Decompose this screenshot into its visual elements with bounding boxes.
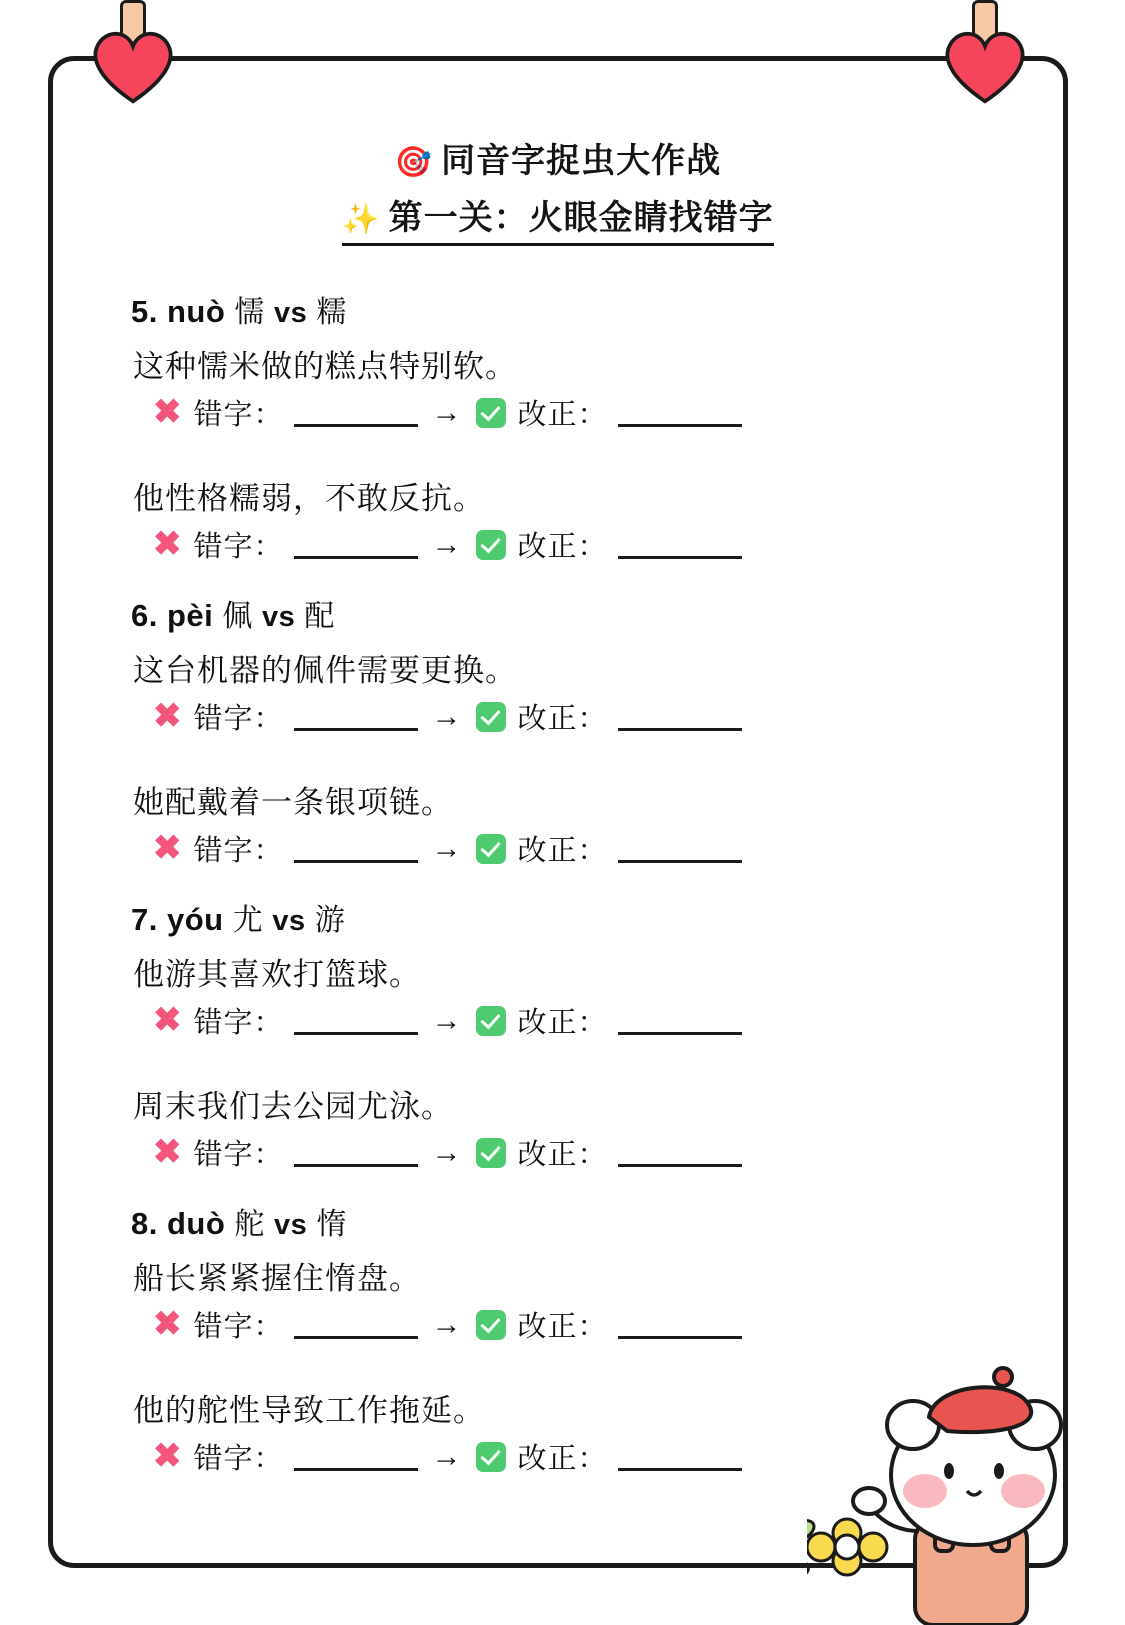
group-pinyin: duò <box>166 1206 226 1241</box>
target-icon: 🎯 <box>394 146 434 179</box>
heart-icon <box>938 22 1032 106</box>
title-line-1 <box>395 133 721 182</box>
correct-char-label: 改正： <box>517 531 608 563</box>
group-heading <box>131 1199 1011 1243</box>
group-char-a: 佩 <box>222 600 253 633</box>
group-heading <box>131 895 1011 939</box>
exercise-sentence: 这种懦米做的糕点特别软。 <box>133 349 517 384</box>
group-pinyin: yóu <box>166 902 224 937</box>
correct-char-input[interactable] <box>618 702 742 731</box>
wrong-char-input[interactable] <box>294 1138 418 1167</box>
exercise-group <box>131 895 1011 1173</box>
arrow-icon: → <box>431 1439 462 1473</box>
group-char-b: 游 <box>314 904 346 937</box>
answer-row <box>153 828 1011 869</box>
correct-char-input[interactable] <box>618 834 742 863</box>
cross-icon: ✖ <box>153 1437 182 1475</box>
title-line-1-text: 同音字捉虫大作战 <box>441 142 722 180</box>
clip-left <box>78 0 188 110</box>
group-char-a: 懦 <box>234 296 265 329</box>
wrong-char-label: 错字： <box>193 1007 284 1039</box>
correct-char-input[interactable] <box>618 1310 742 1339</box>
cross-icon: ✖ <box>153 1305 182 1343</box>
check-icon <box>476 1006 506 1036</box>
flower-icon <box>807 1519 887 1575</box>
wrong-char-label: 错字： <box>193 1311 284 1343</box>
group-number: 6. <box>131 598 158 633</box>
mascot-illustration <box>807 1325 1107 1625</box>
clip-right <box>930 0 1040 110</box>
answer-row <box>153 524 1011 565</box>
mascot-head <box>887 1368 1061 1545</box>
arrow-icon: → <box>431 1307 462 1341</box>
correct-char-label: 改正： <box>517 399 608 431</box>
arrow-icon: → <box>431 1003 462 1037</box>
arrow-icon: → <box>431 1135 462 1169</box>
correct-char-input[interactable] <box>618 1442 742 1471</box>
correct-char-label: 改正： <box>517 703 608 735</box>
cross-icon: ✖ <box>153 697 182 735</box>
exercise-sentence: 他性格糯弱，不敢反抗。 <box>133 481 485 516</box>
check-icon <box>476 702 506 732</box>
wrong-char-input[interactable] <box>294 702 418 731</box>
arrow-icon: → <box>431 831 462 865</box>
group-vs: vs <box>274 297 308 329</box>
group-char-a: 尤 <box>232 904 264 937</box>
answer-row <box>153 1000 1011 1041</box>
exercise-sentence: 他的舵性导致工作拖延。 <box>133 1393 485 1428</box>
group-heading <box>131 287 1011 331</box>
exercise-group <box>131 287 1011 565</box>
wrong-char-input[interactable] <box>294 834 418 863</box>
cross-icon: ✖ <box>153 1001 182 1039</box>
group-number: 7. <box>131 902 158 937</box>
group-char-b: 惰 <box>316 1208 347 1241</box>
exercise-sentence: 她配戴着一条银项链。 <box>133 785 453 820</box>
sparkles-icon: ✨ <box>342 203 381 236</box>
group-vs: vs <box>272 905 306 937</box>
cross-icon: ✖ <box>153 525 182 563</box>
wrong-char-label: 错字： <box>193 835 284 867</box>
exercise-sentence: 这台机器的佩件需要更换。 <box>133 653 517 688</box>
cross-icon: ✖ <box>153 829 182 867</box>
group-pinyin: pèi <box>166 598 214 633</box>
answer-row <box>153 1132 1011 1173</box>
check-icon <box>476 398 506 428</box>
check-icon <box>476 530 506 560</box>
correct-char-label: 改正： <box>517 1443 608 1475</box>
exercise-sentence: 他游其喜欢打篮球。 <box>133 957 421 992</box>
correct-char-label: 改正： <box>517 1007 608 1039</box>
group-pinyin: nuò <box>166 294 226 329</box>
wrong-char-input[interactable] <box>294 530 418 559</box>
wrong-char-input[interactable] <box>294 1006 418 1035</box>
exercise-sentence: 船长紧紧握住惰盘。 <box>133 1261 421 1296</box>
wrong-char-input[interactable] <box>294 1442 418 1471</box>
check-icon <box>476 1310 506 1340</box>
group-char-b: 糯 <box>316 296 347 329</box>
group-char-a: 舵 <box>234 1208 265 1241</box>
wrong-char-label: 错字： <box>193 703 284 735</box>
wrong-char-label: 错字： <box>193 1139 284 1171</box>
answer-row <box>153 696 1011 737</box>
correct-char-input[interactable] <box>618 1138 742 1167</box>
wrong-char-label: 错字： <box>193 399 284 431</box>
correct-char-label: 改正： <box>517 1139 608 1171</box>
correct-char-input[interactable] <box>618 530 742 559</box>
group-vs: vs <box>274 1209 308 1241</box>
cross-icon: ✖ <box>153 393 182 431</box>
group-heading <box>131 591 1011 635</box>
check-icon <box>476 1442 506 1472</box>
group-number: 5. <box>131 294 158 329</box>
check-icon <box>476 834 506 864</box>
cross-icon: ✖ <box>153 1133 182 1171</box>
group-vs: vs <box>262 601 296 633</box>
arrow-icon: → <box>431 395 462 429</box>
exercise-sentence: 周末我们去公园尤泳。 <box>133 1089 453 1124</box>
correct-char-input[interactable] <box>618 1006 742 1035</box>
page-title <box>53 133 1063 246</box>
exercise-group <box>131 591 1011 869</box>
wrong-char-input[interactable] <box>294 1310 418 1339</box>
group-char-b: 配 <box>304 600 335 633</box>
wrong-char-input[interactable] <box>294 398 418 427</box>
wrong-char-label: 错字： <box>193 1443 284 1475</box>
correct-char-input[interactable] <box>618 398 742 427</box>
arrow-icon: → <box>431 527 462 561</box>
arrow-icon: → <box>431 699 462 733</box>
heart-icon <box>86 22 180 106</box>
group-number: 8. <box>131 1206 158 1241</box>
correct-char-label: 改正： <box>517 835 608 867</box>
title-line-2 <box>342 190 773 246</box>
exercise-list <box>131 261 1011 1483</box>
check-icon <box>476 1138 506 1168</box>
title-line-2-text: 第一关：火眼金睛找错字 <box>388 199 774 237</box>
answer-row <box>153 392 1011 433</box>
wrong-char-label: 错字： <box>193 531 284 563</box>
correct-char-label: 改正： <box>517 1311 608 1343</box>
